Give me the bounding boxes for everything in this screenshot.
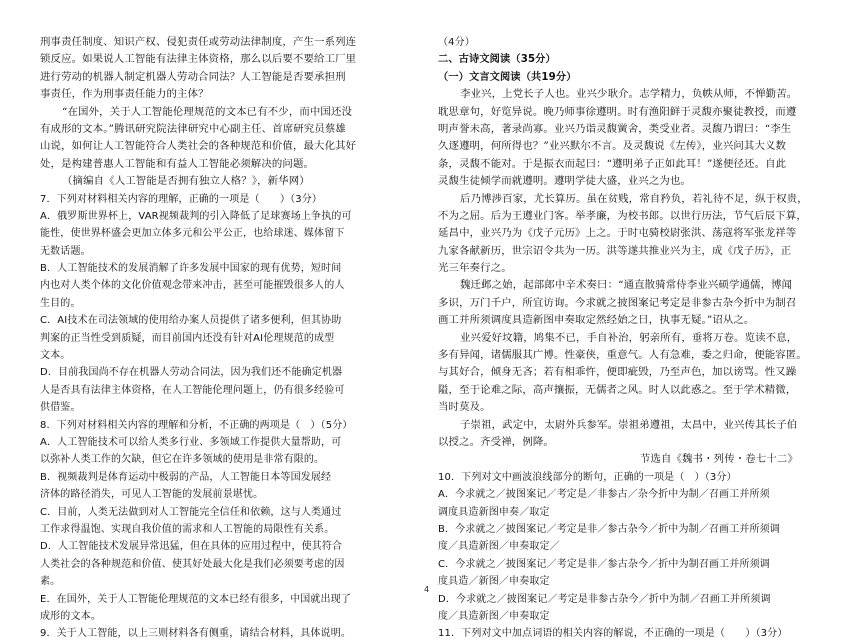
text-line: 以弥补人类工作的欠缺，但它在许多领域的使用是非常有限的。 bbox=[40, 454, 325, 466]
text-line: 子崇祖，武定中，太尉外兵参军。崇祖弟遵祖，太昌中，业兴传其长子伯 bbox=[460, 418, 798, 431]
text-line: A．今求就之／披图案记／考定是／非参古／杂今折中为制／召画工并所须 bbox=[438, 489, 770, 501]
text-line: 9．关于人工智能，以上三则材料各有侧重，请结合材料，具体说明。 bbox=[40, 628, 352, 640]
text-line: 多识，万门千户，所宜访询。今求就之披图案记考定是非参古杂今折中为制召 bbox=[438, 296, 797, 309]
text-line: 当时莫及。 bbox=[438, 401, 491, 414]
text-line: 能性，使世界杯盛会更加立体多元和公平公正，也给球迷、媒体留下 bbox=[40, 228, 345, 240]
text-line: 二、古诗文阅读（35分） bbox=[438, 54, 556, 66]
text-line: 隘，至于论难之际，高声攘振，无儒者之风。时人以此惑之。至于学术精微， bbox=[438, 383, 797, 396]
text-line: B．人工智能技术的发展消解了许多发展中国家的现有优势，短时间 bbox=[40, 263, 342, 275]
text-line: 光三年奏行之。 bbox=[438, 262, 512, 275]
text-line: 魏迁邺之始，起部郎中辛术奏曰：“通直散骑常侍李业兴硕学通儒，博闻 bbox=[460, 279, 793, 292]
text-line: E．在国外，关于人工智能伦理规范的文本已经有很多，中国就出现了 bbox=[40, 593, 351, 605]
text-line: （一）文言文阅读（共19分） bbox=[438, 71, 577, 83]
text-line: 事责任，作为刑事责任能力的主体？ bbox=[40, 88, 209, 101]
text-line: A．俄罗斯世界杯上，VAR视频裁判的引入降低了足球赛场上争执的可 bbox=[40, 210, 352, 222]
text-line: 多有异闻，诸儒服其广博。性豪侠，重意气。人有急难，委之归命，便能容匿。 bbox=[438, 349, 807, 362]
text-line: 判案的正当性受到质疑，而目前国内还没有针对AI伦理规范的成型 bbox=[40, 332, 335, 344]
left-column bbox=[40, 34, 422, 643]
text-line: 明声誉未高，著录尚寡。业兴乃诣灵馥黉舍，类受业者。灵馥乃谓曰：“李生 bbox=[438, 122, 792, 135]
text-line: 8．下列对材料相关内容的理解和分析，不正确的两项是（ ）（5分） bbox=[40, 419, 353, 431]
text-line: 业兴爱好坟籍，鸠集不已，手自补治，躬亲所有，垂将万卷。览读不息， bbox=[460, 331, 798, 344]
text-line: 画工并所须调度具造新图申奏取定然经始之日，执事无疑。”诏从之。 bbox=[438, 314, 755, 327]
text-line: 李业兴，上党长子人也。业兴少耿介。志学精力，负帙从师，不惮勤苦。 bbox=[460, 88, 798, 101]
text-line: 以授之。齐受禅，例降。 bbox=[438, 435, 554, 448]
text-line: 锁反应。如果说人工智能有法律主体资格，那么以后要不要给工厂里 bbox=[40, 53, 357, 66]
text-line: C．AI技术在司法领域的使用给办案人员提供了诸多便利，但其协助 bbox=[40, 315, 342, 327]
text-line: 耽思章句，好览异说。晚乃师事徐遵明。时有渔阳鲜于灵馥亦聚徒教授，而遵 bbox=[438, 105, 797, 118]
text-line: 度／具造新图／申奏取定 bbox=[438, 610, 550, 622]
text-line: 供借鉴。 bbox=[40, 402, 81, 414]
text-line: C．今求就之／披图案记／考定是非／参古杂今／折中为制召画工并所须调 bbox=[438, 558, 770, 570]
text-line: B．今求就之／披图案记／考定是非／参古杂今／折中为制／召画工并所须调 bbox=[438, 523, 780, 535]
text-line: （摘编自《人工智能是否拥有独立人格？》，新华网） bbox=[62, 175, 310, 188]
text-line: 内也对人类个体的文化价值观念带来冲击，甚至可能摧毁很多人的人 bbox=[40, 280, 345, 292]
text-line: 11．下列对文中加点词语的相关内容的解说，不正确的一项是（ ）（3分） bbox=[438, 628, 788, 640]
text-line: 延昌中，业兴乃为《戊子元历》上之。于时屯骑校尉张洪、荡寇将军张龙祥等 bbox=[438, 227, 797, 240]
text-line: 人类社会的各种规范和价值、使其好处最大化是我们必须要考虑的因 bbox=[40, 558, 345, 570]
text-line: 成形的文本。 bbox=[40, 610, 101, 622]
text-line: C．目前，人类无法做到对人工智能完全信任和依赖，这与人类通过 bbox=[40, 506, 342, 518]
text-line: A．人工智能技术可以给人类多行业、多领域工作提供大量帮助，可 bbox=[40, 436, 342, 448]
right-column bbox=[438, 34, 820, 643]
text-line: 山说，如何让人工智能符合人类社会的各种规范和价值，最大化其好 bbox=[40, 140, 357, 153]
text-line: 度／具造新图／申奏取定／ bbox=[438, 541, 560, 553]
text-line: 10．下列对文中画波浪线部分的断句，正确的一项是（ ）（3分） bbox=[438, 471, 737, 483]
text-line: 进行劳动的机器人制定机器人劳动合同法？人工智能是否要承担刑 bbox=[40, 70, 346, 83]
text-line: 度具造／新图／申奏取定 bbox=[438, 576, 550, 588]
text-line: 九家各献新历，世宗诏令共为一历。洪等遂共推业兴为主，成《戊子历》，正 bbox=[438, 244, 792, 257]
text-line: 7．下列对材料相关内容的理解，正确的一项是（ ）（3分） bbox=[40, 193, 323, 205]
text-line: 与其好合，倾身无吝；若有相乖忤，便即疵毁，乃至声色，加以谤骂。性又躁 bbox=[438, 366, 797, 379]
text-line: D．目前我国尚不存在机器人劳动合同法，因为我们还不能确定机器 bbox=[40, 367, 343, 379]
text-line: 素。 bbox=[40, 576, 61, 588]
page-number: 4 bbox=[424, 585, 430, 594]
text-line: 有成形的文本。”腾讯研究院法律研究中心副主任、首席研究员蔡雄 bbox=[40, 122, 346, 135]
text-line: 处，是构建普惠人工智能和有益人工智能必须解决的问题。 bbox=[40, 157, 315, 170]
text-line: “在国外，关于人工智能伦理规范的文本已有不少，而中国还没 bbox=[62, 105, 353, 118]
text-line: 文本。 bbox=[40, 350, 71, 362]
text-line: 人是否具有法律主体资格，在人工智能伦理问题上，仍有很多经验可 bbox=[40, 384, 345, 396]
text-line: 调度具造新图申奏／取定 bbox=[438, 506, 550, 518]
text-line: （4分） bbox=[438, 37, 475, 48]
text-line: D．人工智能技术发展异常迅猛，但在具体的应用过程中，使其符合 bbox=[40, 541, 343, 553]
text-line: D．今求就之／披图案记／考定是非参古杂今／折中为制／召画工并所须调 bbox=[438, 593, 771, 605]
text-line: B．视频裁判是体育运动中极弱的产品，人工智能日本等国发展经 bbox=[40, 471, 332, 483]
text-line: 久逐遵明，何所得也？”业兴默尔不言。及灵馥说《左传》，业兴问其大义数 bbox=[438, 140, 787, 153]
text-line: 生目的。 bbox=[40, 297, 81, 309]
text-line: 刑事责任制度、知识产权、侵犯责任或劳动法律制度，产生一系列连 bbox=[40, 36, 357, 48]
text-line: 灵馥生徒倾学而就遵明。遵明学徒大盛，业兴之为也。 bbox=[438, 175, 691, 188]
text-line: 不为之屈。后为王遵业门客。举孝廉，为校书郎。以世行历法，节气后辰下算， bbox=[438, 209, 807, 222]
text-line: 后乃博涉百家，尤长算历。虽在贫贱，常自矜负，若礼待不足，纵于权贵， bbox=[460, 192, 808, 205]
text-line: 节选自《魏书・列传・卷七十二》 bbox=[639, 453, 798, 466]
text-line: 工作求得温饱、实现自我价值的需求和人工智能的局限性有关系。 bbox=[40, 523, 335, 535]
text-line: 无数话题。 bbox=[40, 245, 91, 257]
text-line: 济体的路径消失，可见人工智能的发展前景堪忧。 bbox=[40, 489, 264, 501]
text-line: 条，灵馥不能对。于是振衣而起曰：“遵明弟子正如此耳！”遂便径还。自此 bbox=[438, 157, 787, 170]
